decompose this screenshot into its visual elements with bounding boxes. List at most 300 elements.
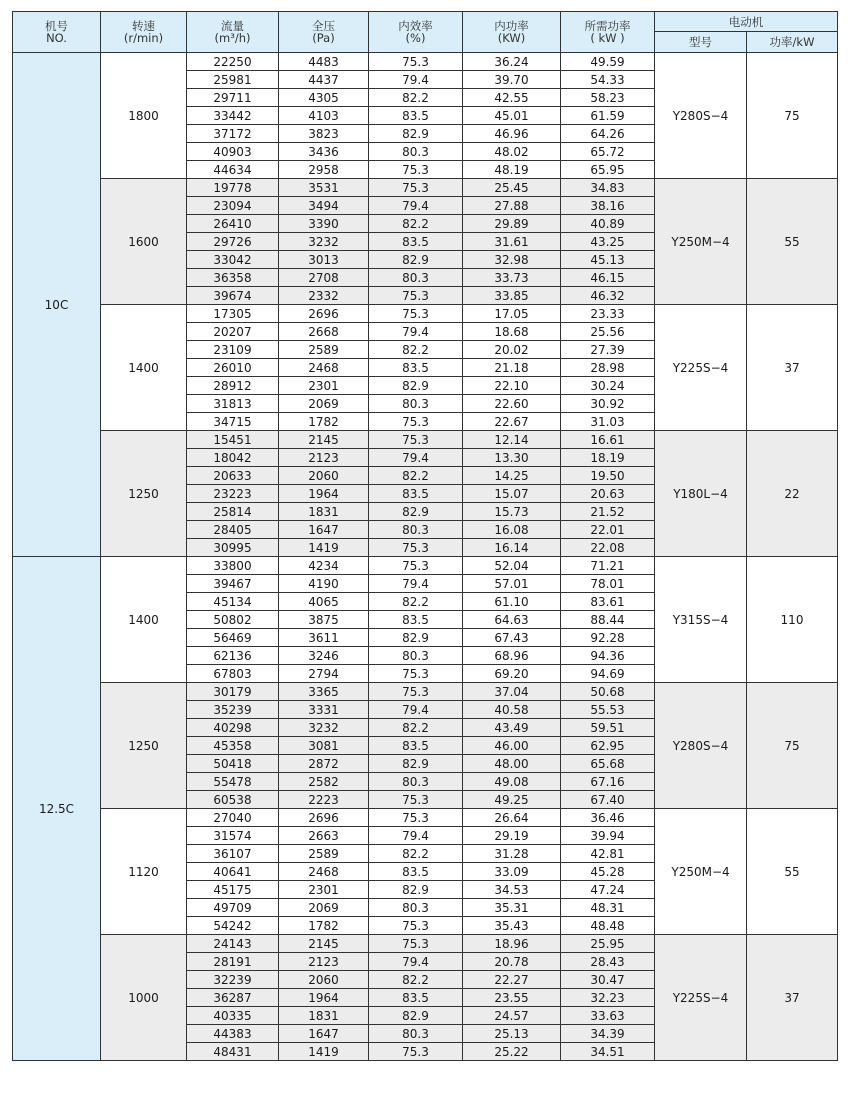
flow-cell: 33800 (187, 557, 279, 575)
required-power-cell: 64.26 (561, 125, 655, 143)
efficiency-cell: 82.2 (369, 593, 463, 611)
required-power-cell: 88.44 (561, 611, 655, 629)
internal-power-cell: 48.19 (463, 161, 561, 179)
required-power-cell: 30.47 (561, 971, 655, 989)
header-speed (101, 12, 187, 53)
flow-cell: 25981 (187, 71, 279, 89)
flow-cell: 20633 (187, 467, 279, 485)
required-power-cell: 16.61 (561, 431, 655, 449)
internal-power-cell: 22.10 (463, 377, 561, 395)
flow-cell: 45358 (187, 737, 279, 755)
pressure-cell: 1782 (279, 413, 369, 431)
pressure-cell: 1831 (279, 1007, 369, 1025)
efficiency-cell: 82.9 (369, 881, 463, 899)
table-row (13, 431, 838, 449)
required-power-cell: 65.95 (561, 161, 655, 179)
pressure-cell: 2958 (279, 161, 369, 179)
internal-power-cell: 16.14 (463, 539, 561, 557)
required-power-cell: 34.51 (561, 1043, 655, 1061)
pressure-cell: 2332 (279, 287, 369, 305)
efficiency-cell: 75.3 (369, 683, 463, 701)
required-power-cell: 46.15 (561, 269, 655, 287)
flow-cell: 18042 (187, 449, 279, 467)
speed-cell: 1250 (101, 683, 187, 809)
required-power-cell: 30.24 (561, 377, 655, 395)
flow-cell: 30995 (187, 539, 279, 557)
motor-type-cell: Y280S−4 (655, 53, 747, 179)
pressure-cell: 3081 (279, 737, 369, 755)
internal-power-cell: 40.58 (463, 701, 561, 719)
internal-power-cell: 57.01 (463, 575, 561, 593)
header-flow-unit: (m³/h) (214, 31, 251, 45)
internal-power-cell: 29.89 (463, 215, 561, 233)
pressure-cell: 1831 (279, 503, 369, 521)
flow-cell: 45175 (187, 881, 279, 899)
internal-power-cell: 32.98 (463, 251, 561, 269)
required-power-cell: 28.43 (561, 953, 655, 971)
flow-cell: 56469 (187, 629, 279, 647)
efficiency-cell: 79.4 (369, 575, 463, 593)
efficiency-cell: 75.3 (369, 809, 463, 827)
header-internal-power-unit: (KW) (497, 31, 526, 45)
motor-power-cell: 22 (747, 431, 838, 557)
internal-power-cell: 52.04 (463, 557, 561, 575)
required-power-cell: 40.89 (561, 215, 655, 233)
required-power-cell: 78.01 (561, 575, 655, 593)
internal-power-cell: 43.49 (463, 719, 561, 737)
pressure-cell: 3365 (279, 683, 369, 701)
header-required-power-unit: ( kW ) (590, 31, 625, 45)
pressure-cell: 2589 (279, 845, 369, 863)
header-speed-unit: (r/min) (123, 31, 164, 45)
flow-cell: 26010 (187, 359, 279, 377)
flow-cell: 40335 (187, 1007, 279, 1025)
internal-power-cell: 49.08 (463, 773, 561, 791)
internal-power-cell: 13.30 (463, 449, 561, 467)
table-row (13, 935, 838, 953)
efficiency-cell: 83.5 (369, 611, 463, 629)
motor-type-cell: Y180L−4 (655, 431, 747, 557)
pressure-cell: 2145 (279, 431, 369, 449)
efficiency-cell: 75.3 (369, 161, 463, 179)
flow-cell: 27040 (187, 809, 279, 827)
flow-cell: 26410 (187, 215, 279, 233)
motor-power-cell: 75 (747, 683, 838, 809)
internal-power-cell: 27.88 (463, 197, 561, 215)
required-power-cell: 22.01 (561, 521, 655, 539)
speed-cell: 1800 (101, 53, 187, 179)
motor-type-cell: Y225S−4 (655, 305, 747, 431)
efficiency-cell: 75.3 (369, 665, 463, 683)
internal-power-cell: 64.63 (463, 611, 561, 629)
internal-power-cell: 23.55 (463, 989, 561, 1007)
required-power-cell: 67.40 (561, 791, 655, 809)
efficiency-cell: 75.3 (369, 431, 463, 449)
pressure-cell: 3823 (279, 125, 369, 143)
header-efficiency (369, 12, 463, 53)
speed-cell: 1400 (101, 557, 187, 683)
required-power-cell: 39.94 (561, 827, 655, 845)
internal-power-cell: 31.61 (463, 233, 561, 251)
pressure-cell: 2468 (279, 359, 369, 377)
internal-power-cell: 25.22 (463, 1043, 561, 1061)
required-power-cell: 33.63 (561, 1007, 655, 1025)
motor-type-cell: Y280S−4 (655, 683, 747, 809)
internal-power-cell: 48.00 (463, 755, 561, 773)
speed-cell: 1000 (101, 935, 187, 1061)
required-power-cell: 62.95 (561, 737, 655, 755)
internal-power-cell: 34.53 (463, 881, 561, 899)
pressure-cell: 1782 (279, 917, 369, 935)
internal-power-cell: 24.57 (463, 1007, 561, 1025)
motor-power-cell: 55 (747, 809, 838, 935)
pressure-cell: 3531 (279, 179, 369, 197)
required-power-cell: 19.50 (561, 467, 655, 485)
flow-cell: 55478 (187, 773, 279, 791)
required-power-cell: 83.61 (561, 593, 655, 611)
pressure-cell: 3875 (279, 611, 369, 629)
pressure-cell: 2794 (279, 665, 369, 683)
pressure-cell: 2696 (279, 809, 369, 827)
internal-power-cell: 17.05 (463, 305, 561, 323)
internal-power-cell: 36.24 (463, 53, 561, 71)
required-power-cell: 45.28 (561, 863, 655, 881)
required-power-cell: 34.39 (561, 1025, 655, 1043)
flow-cell: 40903 (187, 143, 279, 161)
internal-power-cell: 35.43 (463, 917, 561, 935)
internal-power-cell: 68.96 (463, 647, 561, 665)
internal-power-cell: 67.43 (463, 629, 561, 647)
required-power-cell: 23.33 (561, 305, 655, 323)
required-power-cell: 25.95 (561, 935, 655, 953)
flow-cell: 28191 (187, 953, 279, 971)
pressure-cell: 2589 (279, 341, 369, 359)
efficiency-cell: 75.3 (369, 179, 463, 197)
efficiency-cell: 83.5 (369, 485, 463, 503)
efficiency-cell: 75.3 (369, 935, 463, 953)
required-power-cell: 94.69 (561, 665, 655, 683)
pressure-cell: 2708 (279, 269, 369, 287)
pressure-cell: 2060 (279, 971, 369, 989)
pressure-cell: 1647 (279, 1025, 369, 1043)
pressure-cell: 2145 (279, 935, 369, 953)
pressure-cell: 4483 (279, 53, 369, 71)
efficiency-cell: 79.4 (369, 71, 463, 89)
flow-cell: 40641 (187, 863, 279, 881)
pressure-cell: 1647 (279, 521, 369, 539)
flow-cell: 54242 (187, 917, 279, 935)
pressure-cell: 2582 (279, 773, 369, 791)
internal-power-cell: 46.00 (463, 737, 561, 755)
table-row (13, 179, 838, 197)
efficiency-cell: 75.3 (369, 557, 463, 575)
internal-power-cell: 22.27 (463, 971, 561, 989)
required-power-cell: 28.98 (561, 359, 655, 377)
pressure-cell: 2060 (279, 467, 369, 485)
flow-cell: 34715 (187, 413, 279, 431)
table-row (13, 557, 838, 575)
efficiency-cell: 79.4 (369, 953, 463, 971)
internal-power-cell: 18.96 (463, 935, 561, 953)
flow-cell: 19778 (187, 179, 279, 197)
internal-power-cell: 14.25 (463, 467, 561, 485)
header-pressure (279, 12, 369, 53)
flow-cell: 28405 (187, 521, 279, 539)
pressure-cell: 3494 (279, 197, 369, 215)
pressure-cell: 3436 (279, 143, 369, 161)
efficiency-cell: 80.3 (369, 773, 463, 791)
internal-power-cell: 15.07 (463, 485, 561, 503)
internal-power-cell: 42.55 (463, 89, 561, 107)
internal-power-cell: 20.02 (463, 341, 561, 359)
required-power-cell: 61.59 (561, 107, 655, 125)
efficiency-cell: 82.9 (369, 1007, 463, 1025)
table-header (13, 12, 838, 53)
internal-power-cell: 31.28 (463, 845, 561, 863)
pressure-cell: 2223 (279, 791, 369, 809)
efficiency-cell: 83.5 (369, 737, 463, 755)
efficiency-cell: 80.3 (369, 521, 463, 539)
efficiency-cell: 80.3 (369, 143, 463, 161)
flow-cell: 32239 (187, 971, 279, 989)
header-motor: 电动机 (655, 12, 838, 32)
flow-cell: 28912 (187, 377, 279, 395)
efficiency-cell: 75.3 (369, 287, 463, 305)
internal-power-cell: 16.08 (463, 521, 561, 539)
table-row (13, 683, 838, 701)
flow-cell: 23223 (187, 485, 279, 503)
efficiency-cell: 82.2 (369, 89, 463, 107)
motor-power-cell: 55 (747, 179, 838, 305)
efficiency-cell: 83.5 (369, 107, 463, 125)
internal-power-cell: 26.64 (463, 809, 561, 827)
efficiency-cell: 83.5 (369, 233, 463, 251)
pressure-cell: 3390 (279, 215, 369, 233)
flow-cell: 23109 (187, 341, 279, 359)
internal-power-cell: 35.31 (463, 899, 561, 917)
efficiency-cell: 82.9 (369, 629, 463, 647)
required-power-cell: 50.68 (561, 683, 655, 701)
header-model (13, 12, 101, 53)
internal-power-cell: 33.09 (463, 863, 561, 881)
required-power-cell: 67.16 (561, 773, 655, 791)
pressure-cell: 4190 (279, 575, 369, 593)
pressure-cell: 4065 (279, 593, 369, 611)
header-pressure-label: 全压 (312, 19, 335, 33)
pressure-cell: 1964 (279, 989, 369, 1007)
efficiency-cell: 75.3 (369, 539, 463, 557)
model-number-cell: 10C (13, 53, 101, 557)
pressure-cell: 2301 (279, 881, 369, 899)
pressure-cell: 2069 (279, 395, 369, 413)
flow-cell: 25814 (187, 503, 279, 521)
speed-cell: 1400 (101, 305, 187, 431)
flow-cell: 44383 (187, 1025, 279, 1043)
header-model-en: NO. (46, 31, 67, 45)
internal-power-cell: 22.67 (463, 413, 561, 431)
required-power-cell: 22.08 (561, 539, 655, 557)
required-power-cell: 32.23 (561, 989, 655, 1007)
efficiency-cell: 82.9 (369, 251, 463, 269)
flow-cell: 36358 (187, 269, 279, 287)
flow-cell: 45134 (187, 593, 279, 611)
flow-cell: 62136 (187, 647, 279, 665)
required-power-cell: 31.03 (561, 413, 655, 431)
pressure-cell: 3013 (279, 251, 369, 269)
pressure-cell: 1964 (279, 485, 369, 503)
internal-power-cell: 25.13 (463, 1025, 561, 1043)
flow-cell: 29726 (187, 233, 279, 251)
flow-cell: 36287 (187, 989, 279, 1007)
required-power-cell: 58.23 (561, 89, 655, 107)
required-power-cell: 71.21 (561, 557, 655, 575)
internal-power-cell: 46.96 (463, 125, 561, 143)
required-power-cell: 27.39 (561, 341, 655, 359)
efficiency-cell: 79.4 (369, 449, 463, 467)
efficiency-cell: 82.2 (369, 971, 463, 989)
pressure-cell: 2301 (279, 377, 369, 395)
flow-cell: 31813 (187, 395, 279, 413)
header-required-power (561, 12, 655, 53)
efficiency-cell: 82.2 (369, 845, 463, 863)
table-body (13, 53, 838, 1061)
speed-cell: 1250 (101, 431, 187, 557)
efficiency-cell: 79.4 (369, 701, 463, 719)
required-power-cell: 59.51 (561, 719, 655, 737)
flow-cell: 39467 (187, 575, 279, 593)
required-power-cell: 55.53 (561, 701, 655, 719)
efficiency-cell: 79.4 (369, 197, 463, 215)
header-motor-power: 功率/kW (747, 32, 838, 53)
internal-power-cell: 21.18 (463, 359, 561, 377)
required-power-cell: 49.59 (561, 53, 655, 71)
internal-power-cell: 61.10 (463, 593, 561, 611)
efficiency-cell: 82.2 (369, 341, 463, 359)
flow-cell: 50802 (187, 611, 279, 629)
flow-cell: 37172 (187, 125, 279, 143)
table-row (13, 809, 838, 827)
required-power-cell: 65.68 (561, 755, 655, 773)
motor-power-cell: 37 (747, 935, 838, 1061)
internal-power-cell: 45.01 (463, 107, 561, 125)
flow-cell: 29711 (187, 89, 279, 107)
internal-power-cell: 12.14 (463, 431, 561, 449)
efficiency-cell: 83.5 (369, 863, 463, 881)
efficiency-cell: 82.9 (369, 125, 463, 143)
flow-cell: 23094 (187, 197, 279, 215)
internal-power-cell: 20.78 (463, 953, 561, 971)
internal-power-cell: 29.19 (463, 827, 561, 845)
required-power-cell: 43.25 (561, 233, 655, 251)
internal-power-cell: 18.68 (463, 323, 561, 341)
header-required-power-label: 所需功率 (584, 19, 631, 33)
pressure-cell: 3232 (279, 719, 369, 737)
internal-power-cell: 33.85 (463, 287, 561, 305)
pressure-cell: 1419 (279, 539, 369, 557)
speed-cell: 1600 (101, 179, 187, 305)
header-model-label: 机号 (45, 19, 68, 33)
pressure-cell: 2123 (279, 953, 369, 971)
efficiency-cell: 80.3 (369, 1025, 463, 1043)
flow-cell: 48431 (187, 1043, 279, 1061)
efficiency-cell: 80.3 (369, 269, 463, 287)
efficiency-cell: 83.5 (369, 359, 463, 377)
header-motor-type: 型号 (655, 32, 747, 53)
pressure-cell: 3246 (279, 647, 369, 665)
header-flow-label: 流量 (221, 19, 244, 33)
flow-cell: 50418 (187, 755, 279, 773)
flow-cell: 35239 (187, 701, 279, 719)
pressure-cell: 4234 (279, 557, 369, 575)
required-power-cell: 65.72 (561, 143, 655, 161)
flow-cell: 33042 (187, 251, 279, 269)
pressure-cell: 2872 (279, 755, 369, 773)
required-power-cell: 20.63 (561, 485, 655, 503)
efficiency-cell: 75.3 (369, 917, 463, 935)
efficiency-cell: 82.2 (369, 467, 463, 485)
pressure-cell: 3611 (279, 629, 369, 647)
flow-cell: 67803 (187, 665, 279, 683)
required-power-cell: 47.24 (561, 881, 655, 899)
pressure-cell: 1419 (279, 1043, 369, 1061)
header-efficiency-label: 内效率 (398, 19, 433, 33)
efficiency-cell: 82.2 (369, 215, 463, 233)
pressure-cell: 2069 (279, 899, 369, 917)
internal-power-cell: 15.73 (463, 503, 561, 521)
required-power-cell: 34.83 (561, 179, 655, 197)
efficiency-cell: 80.3 (369, 395, 463, 413)
required-power-cell: 30.92 (561, 395, 655, 413)
efficiency-cell: 82.9 (369, 377, 463, 395)
motor-power-cell: 110 (747, 557, 838, 683)
flow-cell: 39674 (187, 287, 279, 305)
required-power-cell: 46.32 (561, 287, 655, 305)
pressure-cell: 4437 (279, 71, 369, 89)
flow-cell: 49709 (187, 899, 279, 917)
required-power-cell: 54.33 (561, 71, 655, 89)
pressure-cell: 3331 (279, 701, 369, 719)
table-row (13, 305, 838, 323)
header-efficiency-unit: (%) (405, 31, 426, 45)
internal-power-cell: 49.25 (463, 791, 561, 809)
efficiency-cell: 80.3 (369, 899, 463, 917)
pressure-cell: 2123 (279, 449, 369, 467)
flow-cell: 31574 (187, 827, 279, 845)
pressure-cell: 3232 (279, 233, 369, 251)
required-power-cell: 18.19 (561, 449, 655, 467)
efficiency-cell: 82.2 (369, 719, 463, 737)
pressure-cell: 4103 (279, 107, 369, 125)
flow-cell: 36107 (187, 845, 279, 863)
efficiency-cell: 79.4 (369, 323, 463, 341)
efficiency-cell: 75.3 (369, 1043, 463, 1061)
model-number-cell: 12.5C (13, 557, 101, 1061)
header-speed-label: 转速 (132, 19, 155, 33)
motor-power-cell: 37 (747, 305, 838, 431)
efficiency-cell: 75.3 (369, 305, 463, 323)
internal-power-cell: 22.60 (463, 395, 561, 413)
pressure-cell: 4305 (279, 89, 369, 107)
required-power-cell: 42.81 (561, 845, 655, 863)
required-power-cell: 38.16 (561, 197, 655, 215)
header-pressure-unit: (Pa) (312, 31, 335, 45)
efficiency-cell: 75.3 (369, 413, 463, 431)
efficiency-cell: 75.3 (369, 53, 463, 71)
fan-performance-table (12, 11, 838, 1061)
internal-power-cell: 48.02 (463, 143, 561, 161)
pressure-cell: 2468 (279, 863, 369, 881)
flow-cell: 40298 (187, 719, 279, 737)
